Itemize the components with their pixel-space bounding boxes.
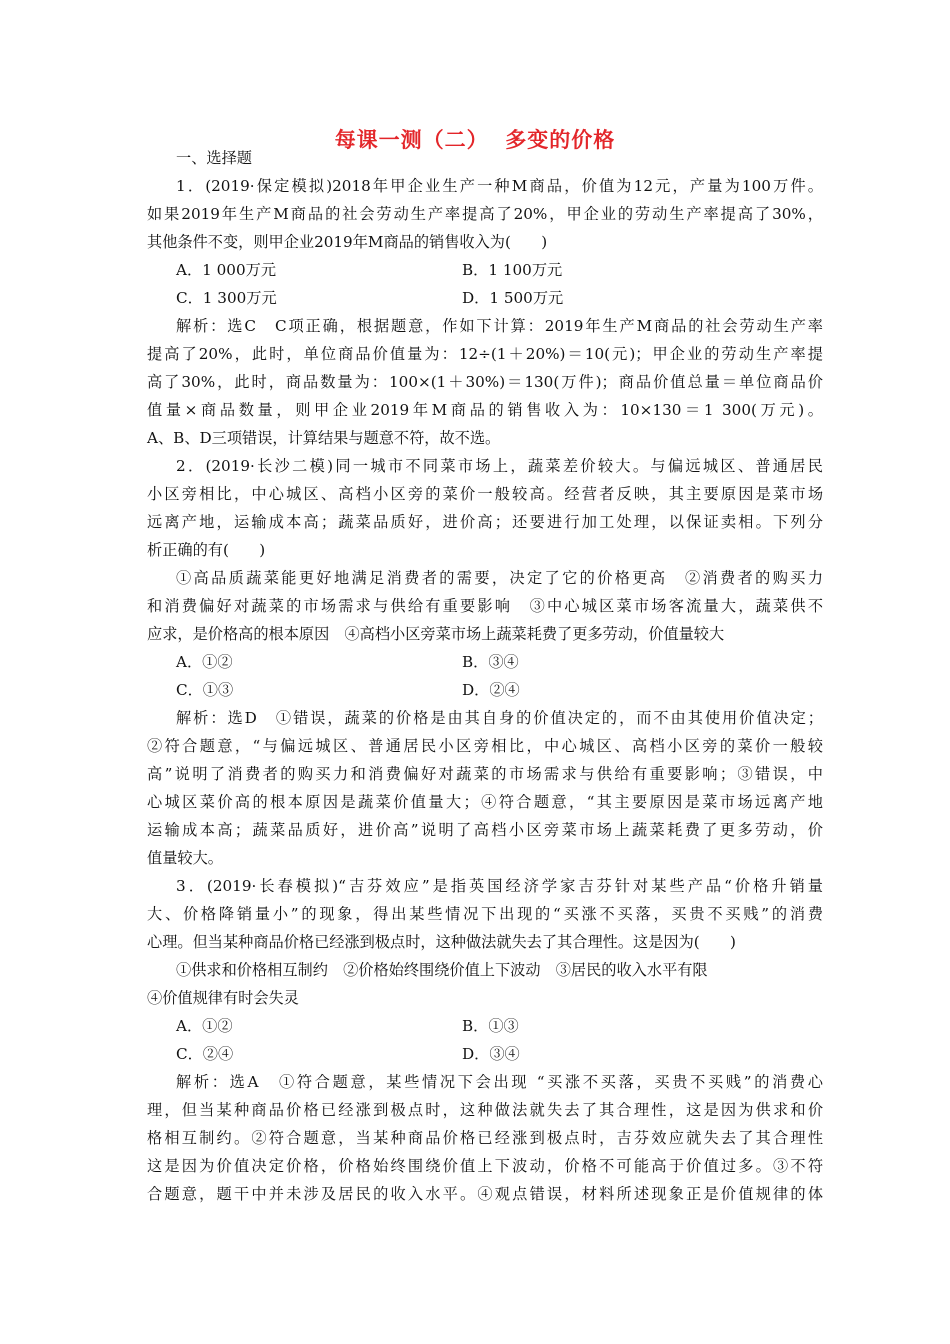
q2-option-b: B．③④ [462, 653, 519, 671]
q3-stem-line: 心理。但当某种商品价格已经涨到极点时，这种做法就失去了其合理性。这是因为( ) [147, 933, 736, 951]
page-title: 每课一测（二） 多变的价格 [334, 128, 616, 152]
q1-stem-line: 1．(2019·保定模拟)2018年甲企业生产一种M商品，价值为12元，产量为100万件。 [176, 177, 823, 195]
q3-statement-line: ④价值规律有时会失灵 [147, 989, 299, 1007]
q3-stem-line: 3．(2019·长春模拟)“吉芬效应”是指英国经济学家吉芬针对某些产品“价格升销量 [176, 877, 823, 895]
q3-analysis-line: 解析：选A ①符合题意，某些情况下会出现 “买涨不买落，买贵不买贱”的消费心 [176, 1073, 823, 1091]
q2-option-d: D．②④ [462, 681, 520, 699]
q1-stem-line: 如果2019年生产M商品的社会劳动生产率提高了20%，甲企业的劳动生产率提高了30%， [147, 205, 823, 223]
q1-stem-line: 其他条件不变，则甲企业2019年M商品的销售收入为( ) [147, 233, 548, 251]
q1-option-c: C．1 300万元 [176, 289, 277, 307]
q2-analysis-line: 解析：选D ①错误，蔬菜的价格是由其自身的价值决定的，而不由其使用价值决定； [176, 709, 823, 727]
q2-analysis-line: ②符合题意，“与偏远城区、普通居民小区旁相比，中心城区、高档小区旁的菜价一般较 [147, 737, 823, 755]
q1-analysis-line: 值量×商品数量，则甲企业2019年M商品的销售收入为：10×130＝1 300(万元)。 [147, 401, 823, 419]
q1-option-b: B．1 100万元 [462, 261, 563, 279]
q3-option-c: C．②④ [176, 1045, 234, 1063]
q2-statement-line: ①高品质蔬菜能更好地满足消费者的需要，决定了它的价格更高 ②消费者的购买力 [176, 569, 823, 587]
q3-option-b: B．①③ [462, 1017, 519, 1035]
q3-analysis-line: 这是因为价值决定价格，价格始终围绕价值上下波动，价格不可能高于价值过多。③不符 [147, 1157, 823, 1175]
q3-analysis-line: 理，但当某种商品价格已经涨到极点时，这种做法就失去了其合理性，这是因为供求和价 [147, 1101, 823, 1119]
q1-option-a: A．1 000万元 [176, 261, 277, 279]
section-heading: 一、选择题 [176, 149, 252, 167]
q2-option-c: C．①③ [176, 681, 234, 699]
q1-analysis-line: 解析：选C C项正确，根据题意，作如下计算：2019年生产M商品的社会劳动生产率 [176, 317, 823, 335]
q2-analysis-line: 值量较大。 [147, 849, 223, 867]
q1-analysis-line: 提高了20%，此时，单位商品价值量为：12÷(1＋20%)＝10(元)；甲企业的劳动生产率提 [147, 345, 823, 363]
q3-option-a: A．①② [176, 1017, 233, 1035]
q3-statement-line: ①供求和价格相互制约 ②价格始终围绕价值上下波动 ③居民的收入水平有限 [176, 961, 708, 979]
q2-stem-line: 2．(2019·长沙二模)同一城市不同菜市场上，蔬菜差价较大。与偏远城区、普通居民 [176, 457, 823, 475]
q2-stem-line: 析正确的有( ) [147, 541, 266, 559]
q3-option-d: D．③④ [462, 1045, 520, 1063]
q2-statement-line: 和消费偏好对蔬菜的市场需求与供给有重要影响 ③中心城区菜市场客流量大，蔬菜供不 [147, 597, 823, 615]
q1-analysis-line: A、B、D三项错误，计算结果与题意不符，故不选。 [147, 429, 501, 447]
q1-analysis-line: 高了30%，此时，商品数量为：100×(1＋30%)＝130(万件)；商品价值总量＝单位商品价 [147, 373, 823, 391]
q2-stem-line: 小区旁相比，中心城区、高档小区旁的菜价一般较高。经营者反映，其主要原因是菜市场 [147, 485, 823, 503]
q2-analysis-line: 心城区菜价高的根本原因是蔬菜价值量大；④符合题意，“其主要原因是菜市场远离产地 [147, 793, 823, 811]
q2-statement-line: 应求，是价格高的根本原因 ④高档小区旁菜市场上蔬菜耗费了更多劳动，价值量较大 [147, 625, 725, 643]
q1-option-d: D．1 500万元 [462, 289, 564, 307]
q2-stem-line: 远离产地，运输成本高；蔬菜品质好，进价高；还要进行加工处理，以保证卖相。下列分 [147, 513, 823, 531]
q3-analysis-line: 合题意，题干中并未涉及居民的收入水平。④观点错误，材料所述现象正是价值规律的体 [147, 1185, 823, 1203]
q3-analysis-line: 格相互制约。②符合题意，当某种商品价格已经涨到极点时，吉芬效应就失去了其合理性 [147, 1129, 823, 1147]
q3-stem-line: 大、价格降销量小”的现象，得出某些情况下出现的“买涨不买落，买贵不买贱”的消费 [147, 905, 823, 923]
q2-option-a: A．①② [176, 653, 233, 671]
q2-analysis-line: 高”说明了消费者的购买力和消费偏好对蔬菜的市场需求与供给有重要影响；③错误，中 [147, 765, 823, 783]
q2-analysis-line: 运输成本高；蔬菜品质好，进价高”说明了高档小区旁菜市场上蔬菜耗费了更多劳动，价 [147, 821, 823, 839]
